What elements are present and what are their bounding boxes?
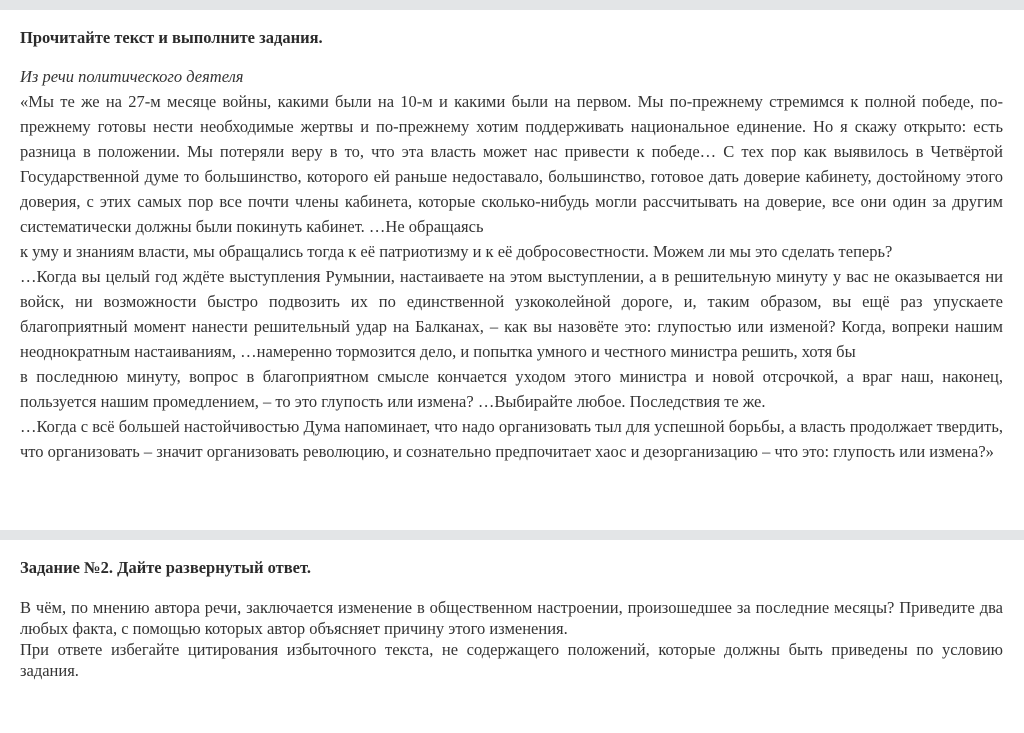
- task-heading: Задание №2. Дайте развернутый ответ.: [20, 558, 311, 577]
- task-question: В чём, по мнению автора речи, заключается изменение в общественном настроении, произошедшее за последние месяцы? Приведите два любых факта, с помощью которых автор объясняет причину этого изменения.: [20, 598, 1003, 638]
- passage-paragraph-4: в последнюю минуту, вопрос в благоприятном смысле кончается уходом этого министра и новой отсрочкой, а враг наш, наконец, пользуется нашим промедлением, – то это глупость или измена? …Выбирайте любое. Последствия те же.: [20, 367, 1003, 411]
- reading-section: [20, 26, 1003, 464]
- passage-paragraph-3: …Когда вы целый год ждёте выступления Румынии, настаиваете на этом выступлении, а в решительную минуту у вас не оказывается ни войск, ни возможности быстро подвозить их по единственной узкоколейной дороге, и, таким образом, вы ещё раз упускаете благоприятный момент нанести решительный удар на Балканах, – как вы назовёте это: глупостью или изменой? Когда, вопреки нашим неоднократным настаиваниям, …намеренно тормозится дело, и попытка умного и честного министра решить, хотя бы: [20, 267, 1003, 361]
- task-note: При ответе избегайте цитирования избыточного текста, не содержащего положений, которые должны быть приведены по условию задания.: [20, 640, 1003, 680]
- passage-paragraph-2: к уму и знаниям власти, мы обращались тогда к её патриотизму и к её добросовестности. Можем ли мы это сделать теперь?: [20, 242, 893, 261]
- passage-paragraph-1: «Мы те же на 27-м месяце войны, какими были на 10-м и какими были на первом. Мы по-прежнему стремимся к полной победе, по-прежнему готовы нести необходимые жертвы и по-прежнему хотим поддерживать национальное единение. Но я скажу открыто: есть разница в положении. Мы потеряли веру в то, что эта власть может нас привести к победе… С тех пор как выявилось в Четвёртой Государственной думе то большинство, которого ей раньше недоставало, большинство, готовое дать доверие кабинету, достойному этого доверия, с этих самых пор все почти члены кабинета, которые сколько-нибудь могли рассчитывать на доверие, все они один за другим систематически должны были покинуть кабинет. …Не обращаясь: [20, 92, 1003, 236]
- speech-passage: [20, 89, 1003, 464]
- source-attribution: Из речи политического деятеля: [20, 67, 244, 86]
- section-divider: [0, 530, 1024, 540]
- top-divider: [0, 0, 1024, 10]
- passage-paragraph-5: …Когда с всё большей настойчивостью Дума напоминает, что надо организовать тыл для успешной борьбы, а власть продолжает твердить, что организовать – значит организовать революцию, и сознательно предпочитает хаос и дезорганизацию – что это: глупость или измена?»: [20, 417, 1003, 461]
- task-body: [20, 597, 1003, 681]
- instruction-heading: Прочитайте текст и выполните задания.: [20, 28, 323, 47]
- task-section: [20, 556, 1003, 681]
